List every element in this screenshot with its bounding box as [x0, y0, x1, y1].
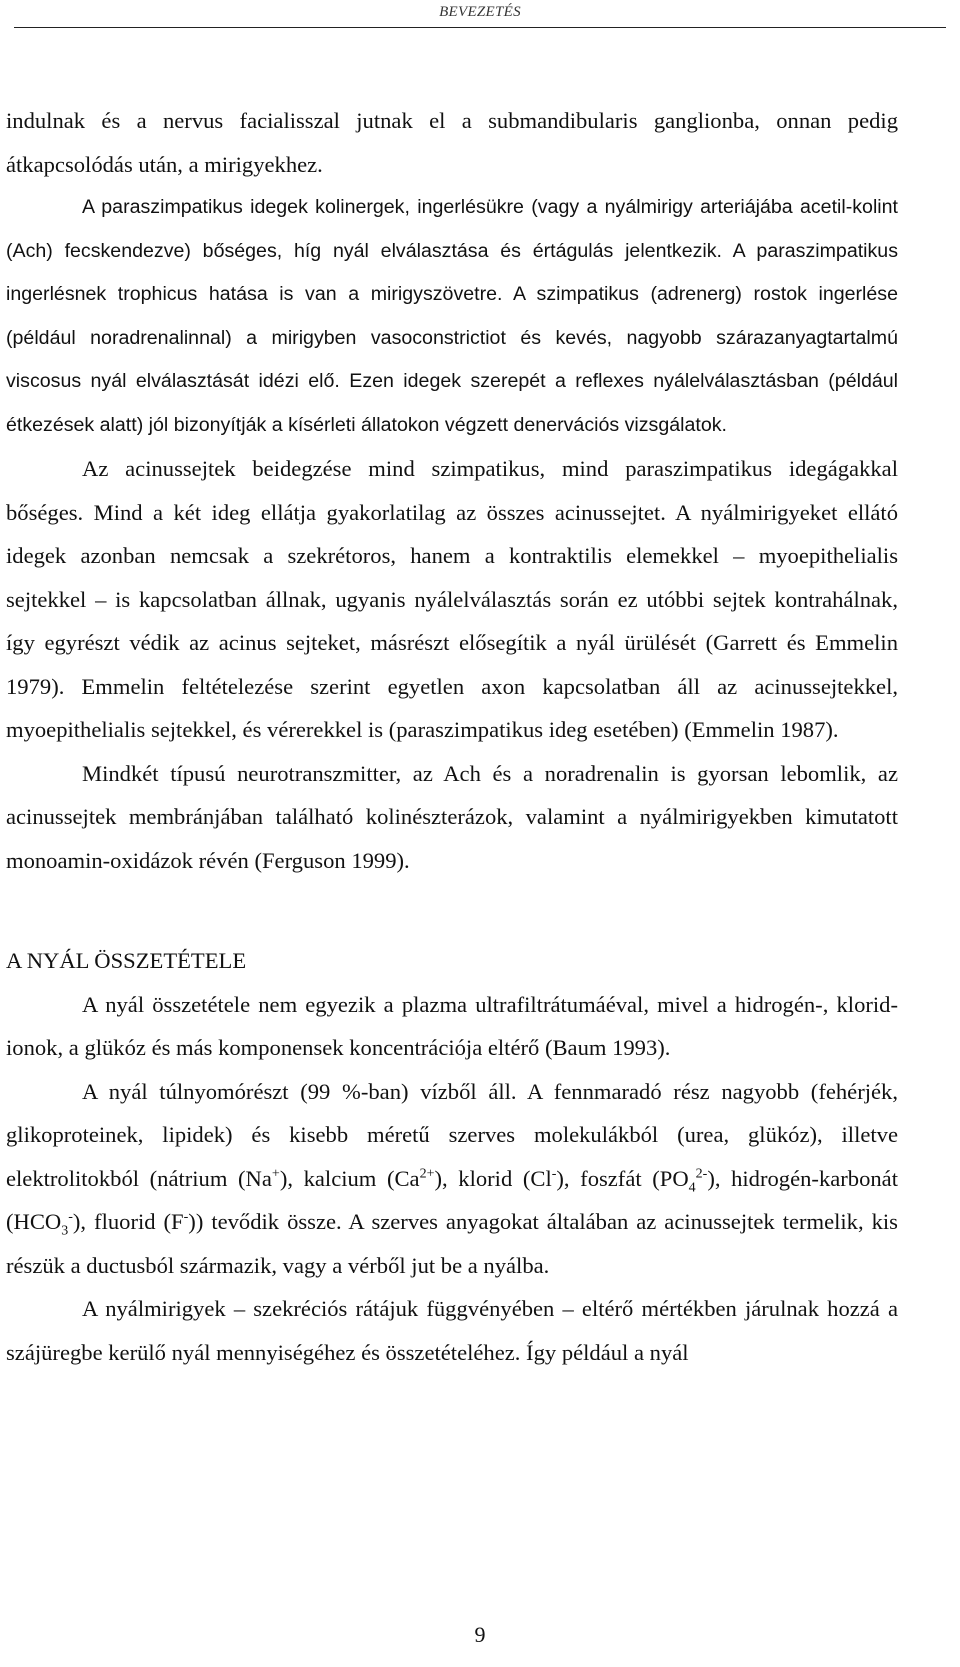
section-heading: A NYÁL ÖSSZETÉTELE	[6, 948, 247, 973]
bicarbonate-charge: -	[68, 1209, 73, 1225]
paragraph-3: Az acinussejtek beidegzése mind szimpatikus, mind paraszimpatikus idegágakkal bőséges. Mind a két ideg ellátja gyakorlatilag az összes acinussejtet. A nyálmirigyeket ellátó idegek azonban nemcsak a szekrétoros, hanem a kontraktilis elemekkel – myoepithelialis sejtekkel – is kapcsolatban állnak, ugyanis nyálelválasztás során ez utóbbi sejtek kontrahálnak, így egyrészt védik az acinus sejteket, másrészt elősegítik a nyál ürülését (Garrett és Emmelin 1979). Emmelin feltételezése szerint egyetlen axon kapcsolatban áll az acinussejtekkel, myoepithelialis sejtekkel, és vérerekkel is (paraszimpatikus ideg esetében) (Emmelin 1987).	[6, 456, 898, 742]
paragraph-6-part-1: A nyál túlnyomórészt (99 %-ban) vízből áll. A fennmaradó rész nagyobb (fehérjék, glikoproteinek, lipidek) és kisebb méretű szerves molekulákból (urea, glükóz), illetve elektrolitokból (nátrium (Na	[6, 1078, 898, 1191]
paragraph-6	[6, 1070, 898, 1288]
paragraph-1: indulnak és a nervus facialisszal jutnak el a submandibularis ganglionba, onnan pedig átkapcsolódás után, a mirigyekhez.	[6, 108, 898, 177]
paragraph-5: A nyál összetétele nem egyezik a plazma ultrafiltrátumáéval, mivel a hidrogén-, klorid-ionok, a glükóz és más komponensek koncentrációja eltérő (Baum 1993).	[6, 991, 898, 1060]
phosphate-subscript: 4	[688, 1180, 696, 1196]
paragraph-6-part-4: ), foszfát (PO	[556, 1165, 689, 1191]
paragraph-2-text: A paraszimpatikus idegek kolinergek, ingerlésükre (vagy a nyálmirigy arteriájába acetil-kolint (Ach) fecskendezve) bőséges, híg nyál elválasztása és értágulás jelentkezik. A paraszimpatikus ingerlésnek trophicus hatása is van a mirigyszövetre. A szimpatikus (adrenerg) rostok ingerlése (például noradrenalinnal) a mirigyben vasoconstrictiot és kevés, nagyobb szárazanyagtartalmú viscosus nyál elválasztását idézi elő. Ezen idegek szerepét a reflexes nyálelválasztásban (például étkezések alatt) jól bizonyítják a kísérleti állatokon végzett denervációs vizsgálatok.	[6, 196, 898, 436]
chloride-charge: -	[551, 1165, 557, 1181]
page-body	[6, 99, 898, 1374]
page-number: 9	[474, 1622, 486, 1647]
paragraph-7: A nyálmirigyek – szekréciós rátájuk függvényében – eltérő mértékben járulnak hozzá a szájüregbe kerülő nyál mennyiségéhez és összetételéhez. Így például a nyál	[6, 1296, 898, 1365]
phosphate-charge: 2-	[695, 1165, 708, 1181]
running-header: BEVEZETÉS	[439, 4, 521, 20]
paragraph-6-part-2: ), kalcium (Ca	[279, 1165, 420, 1191]
paragraph-6-part-5: ), hidrogén-karbonát (HCO	[6, 1165, 898, 1234]
sodium-charge: +	[271, 1165, 280, 1181]
paragraph-6-part-7: )) tevődik össze. A szerves anyagokat általában az acinussejtek termelik, kis részük a ductusból származik, vagy a vérből jut be a nyálba.	[6, 1209, 898, 1278]
header-rule	[14, 27, 946, 28]
paragraph-6-part-6: ), fluorid (F	[72, 1209, 184, 1234]
paragraph-6-part-3: ), klorid (Cl	[434, 1165, 552, 1191]
bicarbonate-subscript: 3	[61, 1223, 69, 1239]
paragraph-4: Mindkét típusú neurotranszmitter, az Ach és a noradrenalin is gyorsan lebomlik, az acinussejtek membránjában található kolinészterázok, valamint a nyálmirigyekben kimutatott monoamin-oxidázok révén (Ferguson 1999).	[6, 760, 898, 873]
fluoride-charge: -	[183, 1209, 189, 1225]
calcium-charge: 2+	[419, 1165, 435, 1181]
paragraph-2	[6, 186, 898, 447]
